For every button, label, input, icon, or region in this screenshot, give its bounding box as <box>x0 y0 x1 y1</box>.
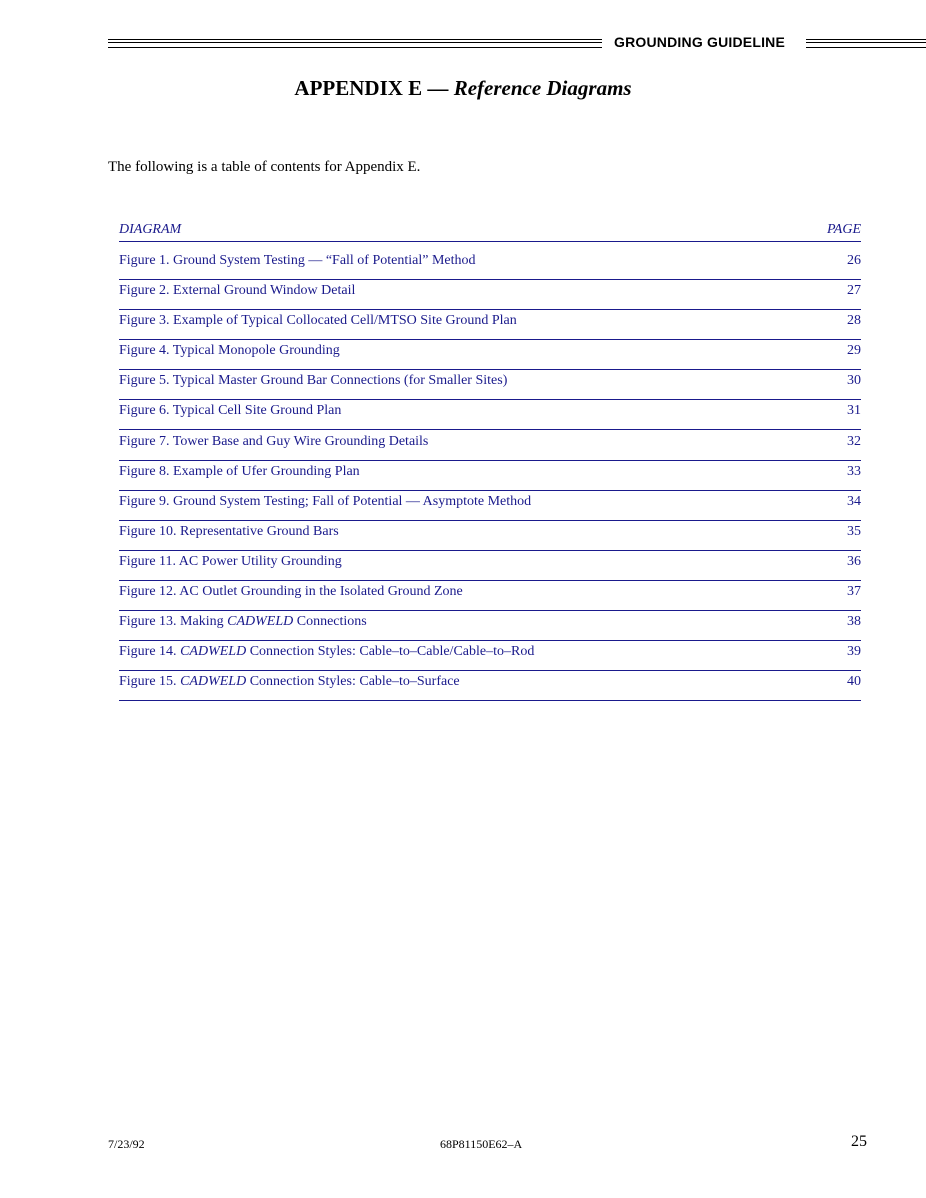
title-main: APPENDIX E — <box>294 76 454 100</box>
toc-entry-pre: Figure 2. External Ground Window Detail <box>119 283 356 299</box>
toc-entry-label <box>119 644 534 660</box>
toc-entry-page: 29 <box>847 343 861 359</box>
toc-entry-label <box>119 434 428 450</box>
toc-entry[interactable] <box>119 522 861 551</box>
toc-entry-pre: Figure 5. Typical Master Ground Bar Connections (for Smaller Sites) <box>119 373 508 389</box>
footer-date: 7/23/92 <box>108 1137 145 1151</box>
toc-entry-page: 38 <box>847 614 861 630</box>
toc-entry-label <box>119 464 360 480</box>
title-italic: Reference Diagrams <box>453 76 632 100</box>
toc-entry-page: 40 <box>847 674 861 690</box>
toc-entry-label <box>119 494 531 510</box>
toc-entry[interactable] <box>119 642 861 671</box>
toc-entry[interactable] <box>119 251 861 280</box>
toc-entry-page: 27 <box>847 283 861 299</box>
toc-entry-label <box>119 253 476 269</box>
toc-column-page: PAGE <box>827 222 861 237</box>
toc-entry-pre: Figure 7. Tower Base and Guy Wire Grounding Details <box>119 433 429 449</box>
toc-entry-page: 33 <box>847 463 861 479</box>
toc-entry-page: 34 <box>847 493 861 509</box>
toc-entry-pre: Figure 9. Ground System Testing; Fall of Potential — Asymptote Method <box>119 493 532 509</box>
toc-entry-page: 32 <box>847 433 861 449</box>
toc-entry-page: 31 <box>847 403 861 419</box>
toc-entry-page: 35 <box>847 523 861 539</box>
toc-entry[interactable] <box>119 281 861 310</box>
toc-entry-page: 26 <box>847 253 861 268</box>
toc-entry-label <box>119 614 367 630</box>
toc-entry-label <box>119 313 517 329</box>
toc-entry-page: 37 <box>847 584 861 600</box>
toc-entry-pre: Figure 15. <box>119 674 181 690</box>
page-title <box>0 76 926 101</box>
footer-doc-number: 68P81150E62–A <box>440 1137 523 1151</box>
toc-entry-ital: CADWELD <box>227 614 294 630</box>
toc-entry[interactable] <box>119 401 861 430</box>
toc-entry-label <box>119 403 341 419</box>
toc-entry[interactable] <box>119 672 861 701</box>
header-rule-right <box>806 39 926 48</box>
toc-entry-pre: Figure 11. AC Power Utility Grounding <box>119 553 342 569</box>
toc-entry[interactable] <box>119 612 861 641</box>
toc-entry[interactable] <box>119 371 861 400</box>
toc-entry-ital: CADWELD <box>180 644 247 660</box>
toc-entry-page: 36 <box>847 553 861 569</box>
toc-entry-label <box>119 584 463 600</box>
toc-header <box>119 222 861 242</box>
toc-entry[interactable] <box>119 311 861 340</box>
toc-entry-label <box>119 343 340 359</box>
toc-entry-pre: Figure 4. Typical Monopole Grounding <box>119 343 340 359</box>
toc-entry-post: Connection Styles: Cable–to–Cable/Cable–to–Rod <box>246 644 535 660</box>
toc-entry-label <box>119 283 355 299</box>
toc-entry-pre: Figure 14. <box>119 644 181 660</box>
toc-entry[interactable] <box>119 462 861 491</box>
header-rule-left <box>108 39 602 48</box>
toc-entry-post: Connections <box>293 614 367 630</box>
running-header <box>108 34 926 52</box>
toc-column-diagram: DIAGRAM <box>119 222 182 237</box>
header-title: GROUNDING GUIDELINE <box>614 34 786 50</box>
toc-entry-pre: Figure 6. Typical Cell Site Ground Plan <box>119 403 342 419</box>
toc-entry-label <box>119 674 460 690</box>
intro-text: The following is a table of contents for Appendix E. <box>108 159 421 175</box>
toc-entry-pre: Figure 12. AC Outlet Grounding in the Isolated Ground Zone <box>119 584 463 600</box>
toc-entry-pre: Figure 3. Example of Typical Collocated Cell/MTSO Site Ground Plan <box>119 313 517 329</box>
toc-entry-page: 39 <box>847 644 861 660</box>
toc-entry-label <box>119 373 507 389</box>
toc-entry-pre: Figure 1. Ground System Testing — “Fall of Potential” Method <box>119 253 476 268</box>
toc-entry-pre: Figure 10. Representative Ground Bars <box>119 523 339 539</box>
toc-entry[interactable] <box>119 432 861 461</box>
toc-entry-ital: CADWELD <box>180 674 247 690</box>
footer-page-number: 25 <box>851 1133 867 1150</box>
toc-entry[interactable] <box>119 552 861 581</box>
toc-entry-pre: Figure 8. Example of Ufer Grounding Plan <box>119 463 360 479</box>
toc-entry-label <box>119 554 342 570</box>
toc-entry[interactable] <box>119 341 861 370</box>
toc-entry-label <box>119 524 339 540</box>
toc-list <box>119 251 861 702</box>
toc-entry-pre: Figure 13. Making <box>119 614 228 630</box>
toc-entry-page: 30 <box>847 373 861 389</box>
toc-entry[interactable] <box>119 492 861 521</box>
toc-entry-page: 28 <box>847 313 861 329</box>
toc-entry-post: Connection Styles: Cable–to–Surface <box>246 674 460 690</box>
toc-entry[interactable] <box>119 582 861 611</box>
